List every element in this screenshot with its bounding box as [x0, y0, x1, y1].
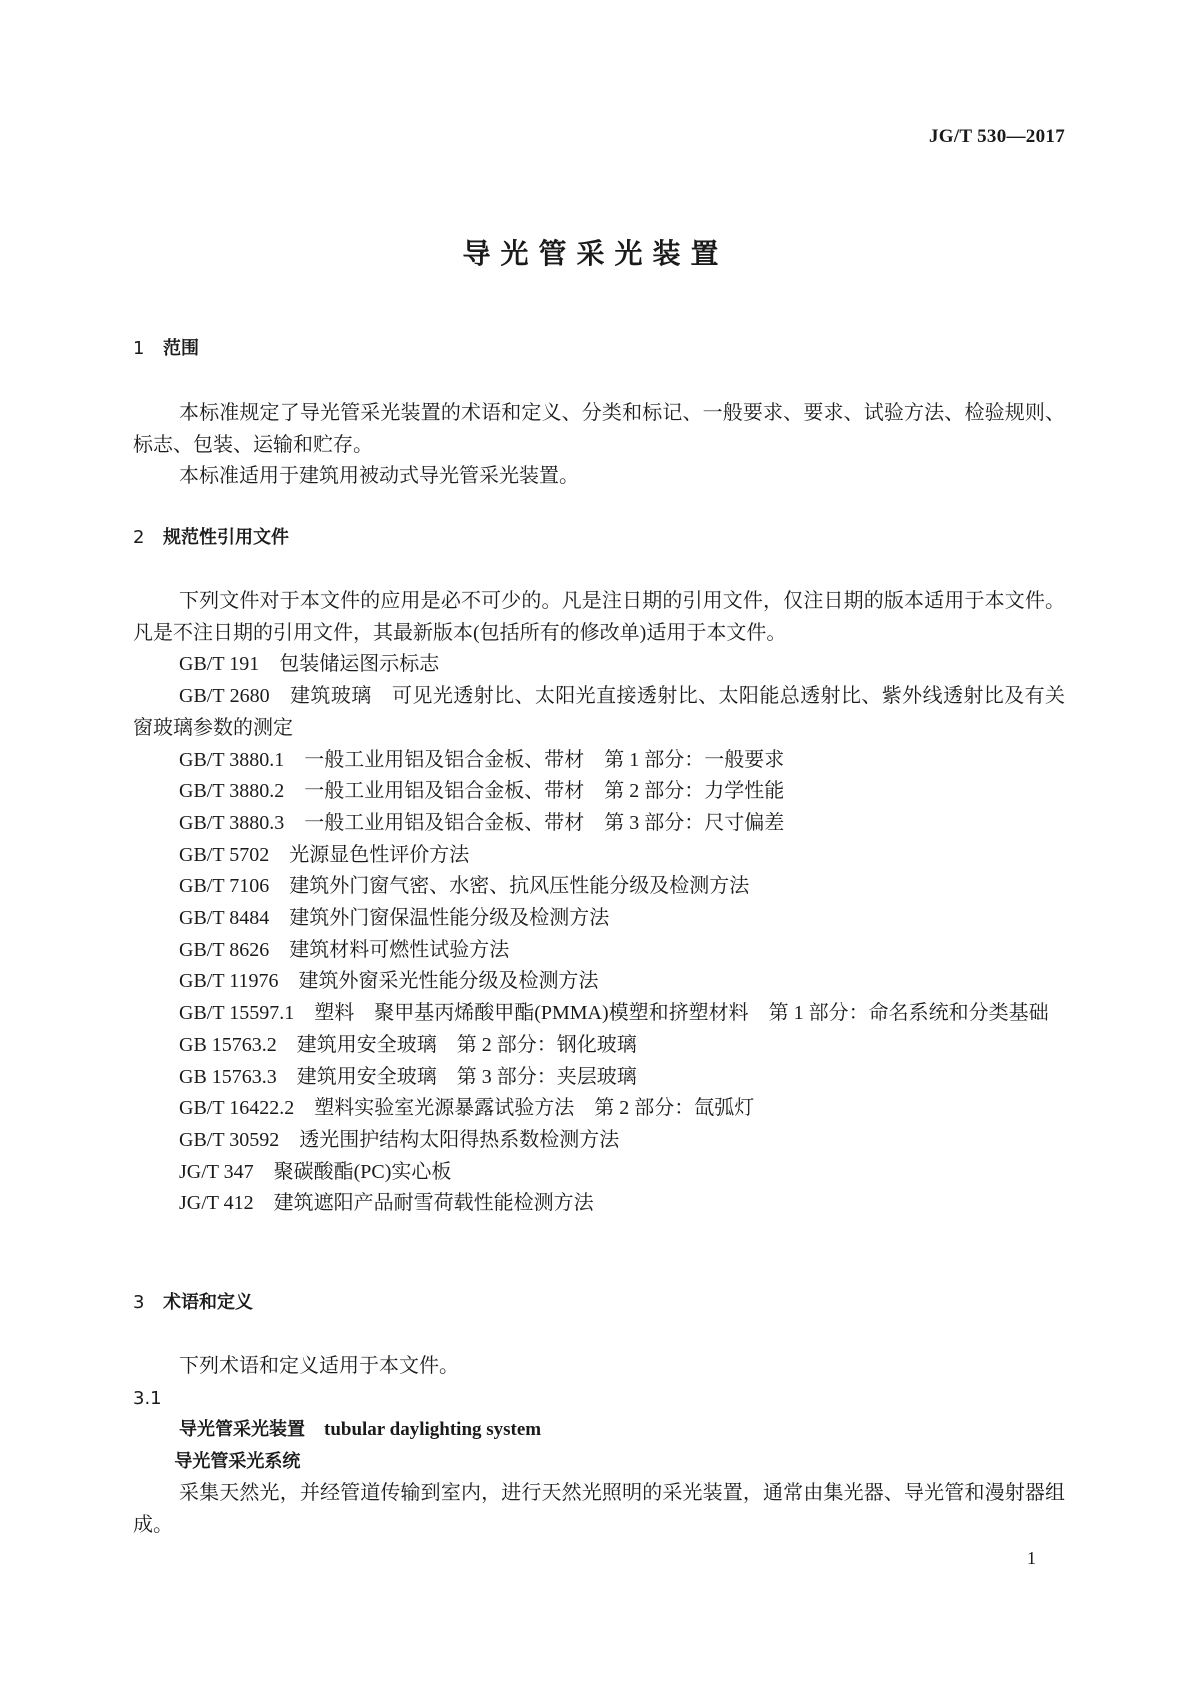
page-number: 1 [1027, 1548, 1036, 1568]
reference-title: 一般工业用铝及铝合金板、带材 第 1 部分：一般要求 [304, 748, 785, 771]
section-title: 规范性引用文件 [163, 527, 289, 548]
paragraph: 本标准规定了导光管采光装置的术语和定义、分类和标记、一般要求、要求、试验方法、检验规则、标志、包装、运输和贮存。 [133, 402, 1065, 456]
reference-item [133, 935, 1065, 967]
paragraph: 下列文件对于本文件的应用是必不可少的。凡是注日期的引用文件，仅注日期的版本适用于本文件。凡是不注日期的引用文件，其最新版本(包括所有的修改单)适用于本文件。 [133, 590, 1065, 644]
section-title: 术语和定义 [163, 1292, 253, 1313]
reference-item [133, 966, 1065, 998]
reference-code: GB/T 7106 [179, 875, 270, 898]
reference-item [133, 1062, 1065, 1094]
reference-code: GB/T 5702 [179, 843, 270, 866]
standard-number: JG/T 530—2017 [928, 126, 1065, 147]
section-number: 3 [133, 1292, 145, 1313]
term-cn: 导光管采光装置 [179, 1419, 305, 1441]
reference-item [133, 998, 1065, 1030]
term-number: 3.1 [133, 1387, 162, 1409]
reference-code: GB/T 8484 [179, 907, 270, 930]
reference-title: 光源显色性评价方法 [289, 843, 470, 866]
reference-title: 建筑玻璃 可见光透射比、太阳光直接透射比、太阳能总透射比、紫外线透射比及有关窗玻璃参数的测定 [133, 685, 1066, 739]
reference-code: GB/T 30592 [179, 1128, 280, 1151]
reference-item [133, 1125, 1065, 1157]
reference-title: 建筑外门窗气密、水密、抗风压性能分级及检测方法 [289, 875, 750, 898]
reference-code: GB/T 16422.2 [179, 1097, 295, 1120]
section-number: 2 [133, 527, 145, 548]
reference-code: GB/T 191 [179, 653, 260, 676]
reference-item [133, 871, 1065, 903]
reference-item [133, 1188, 1065, 1220]
reference-item [133, 840, 1065, 872]
reference-code: GB 15763.2 [179, 1033, 277, 1056]
reference-title: 建筑遮阳产品耐雪荷载性能检测方法 [273, 1192, 594, 1215]
paragraph: 本标准适用于建筑用被动式导光管采光装置。 [179, 465, 579, 488]
reference-item [133, 808, 1065, 840]
reference-code: GB/T 3880.3 [179, 811, 285, 834]
term-synonym: 导光管采光系统 [174, 1451, 301, 1473]
term-en: tubular daylighting system [324, 1419, 542, 1441]
reference-title: 建筑材料可燃性试验方法 [289, 938, 510, 961]
reference-code: JG/T 347 [179, 1160, 254, 1183]
reference-item [133, 649, 1065, 681]
reference-code: GB/T 8626 [179, 938, 270, 961]
reference-item [133, 1030, 1065, 1062]
reference-item [133, 903, 1065, 935]
section-heading-terms [133, 1287, 1065, 1319]
reference-item [133, 745, 1065, 777]
reference-title: 一般工业用铝及铝合金板、带材 第 2 部分：力学性能 [304, 780, 785, 803]
reference-item [133, 1157, 1065, 1189]
reference-item [133, 681, 1065, 744]
section-title: 范围 [163, 338, 199, 359]
reference-title: 塑料实验室光源暴露试验方法 第 2 部分：氙弧灯 [314, 1097, 755, 1120]
scope-body [133, 398, 1065, 493]
reference-code: JG/T 412 [179, 1192, 254, 1215]
reference-title: 建筑外窗采光性能分级及检测方法 [298, 970, 599, 993]
term-definition: 采集天然光，并经管道传输到室内，进行天然光照明的采光装置，通常由集光器、导光管和漫射器组成。 [133, 1481, 1065, 1536]
reference-item [133, 776, 1065, 808]
section-heading-scope [133, 333, 1065, 365]
reference-code: GB/T 11976 [179, 970, 279, 993]
references-body [133, 586, 1065, 1220]
document-title: 导光管采光装置 [462, 237, 729, 270]
reference-code: GB 15763.3 [179, 1065, 277, 1088]
term-heading [133, 1414, 1065, 1446]
reference-title: 透光围护结构太阳得热系数检测方法 [299, 1128, 620, 1151]
reference-code: GB/T 2680 [179, 685, 270, 708]
reference-item [133, 1093, 1065, 1125]
reference-title: 聚碳酸酯(PC)实心板 [273, 1160, 452, 1183]
reference-title: 包装储运图示标志 [279, 653, 440, 676]
reference-title: 建筑用安全玻璃 第 3 部分：夹层玻璃 [296, 1065, 637, 1088]
terms-body [133, 1351, 1065, 1541]
reference-title: 建筑用安全玻璃 第 2 部分：钢化玻璃 [296, 1033, 637, 1056]
reference-title: 塑料 聚甲基丙烯酸甲酯(PMMA)模塑和挤塑材料 第 1 部分：命名系统和分类基础 [314, 1002, 1049, 1025]
paragraph: 下列术语和定义适用于本文件。 [179, 1355, 459, 1377]
section-number: 1 [133, 338, 145, 359]
reference-code: GB/T 15597.1 [179, 1002, 295, 1025]
reference-title: 建筑外门窗保温性能分级及检测方法 [289, 907, 610, 930]
reference-code: GB/T 3880.1 [179, 748, 285, 771]
section-heading-references [133, 522, 1065, 554]
reference-code: GB/T 3880.2 [179, 780, 285, 803]
reference-title: 一般工业用铝及铝合金板、带材 第 3 部分：尺寸偏差 [304, 811, 785, 834]
